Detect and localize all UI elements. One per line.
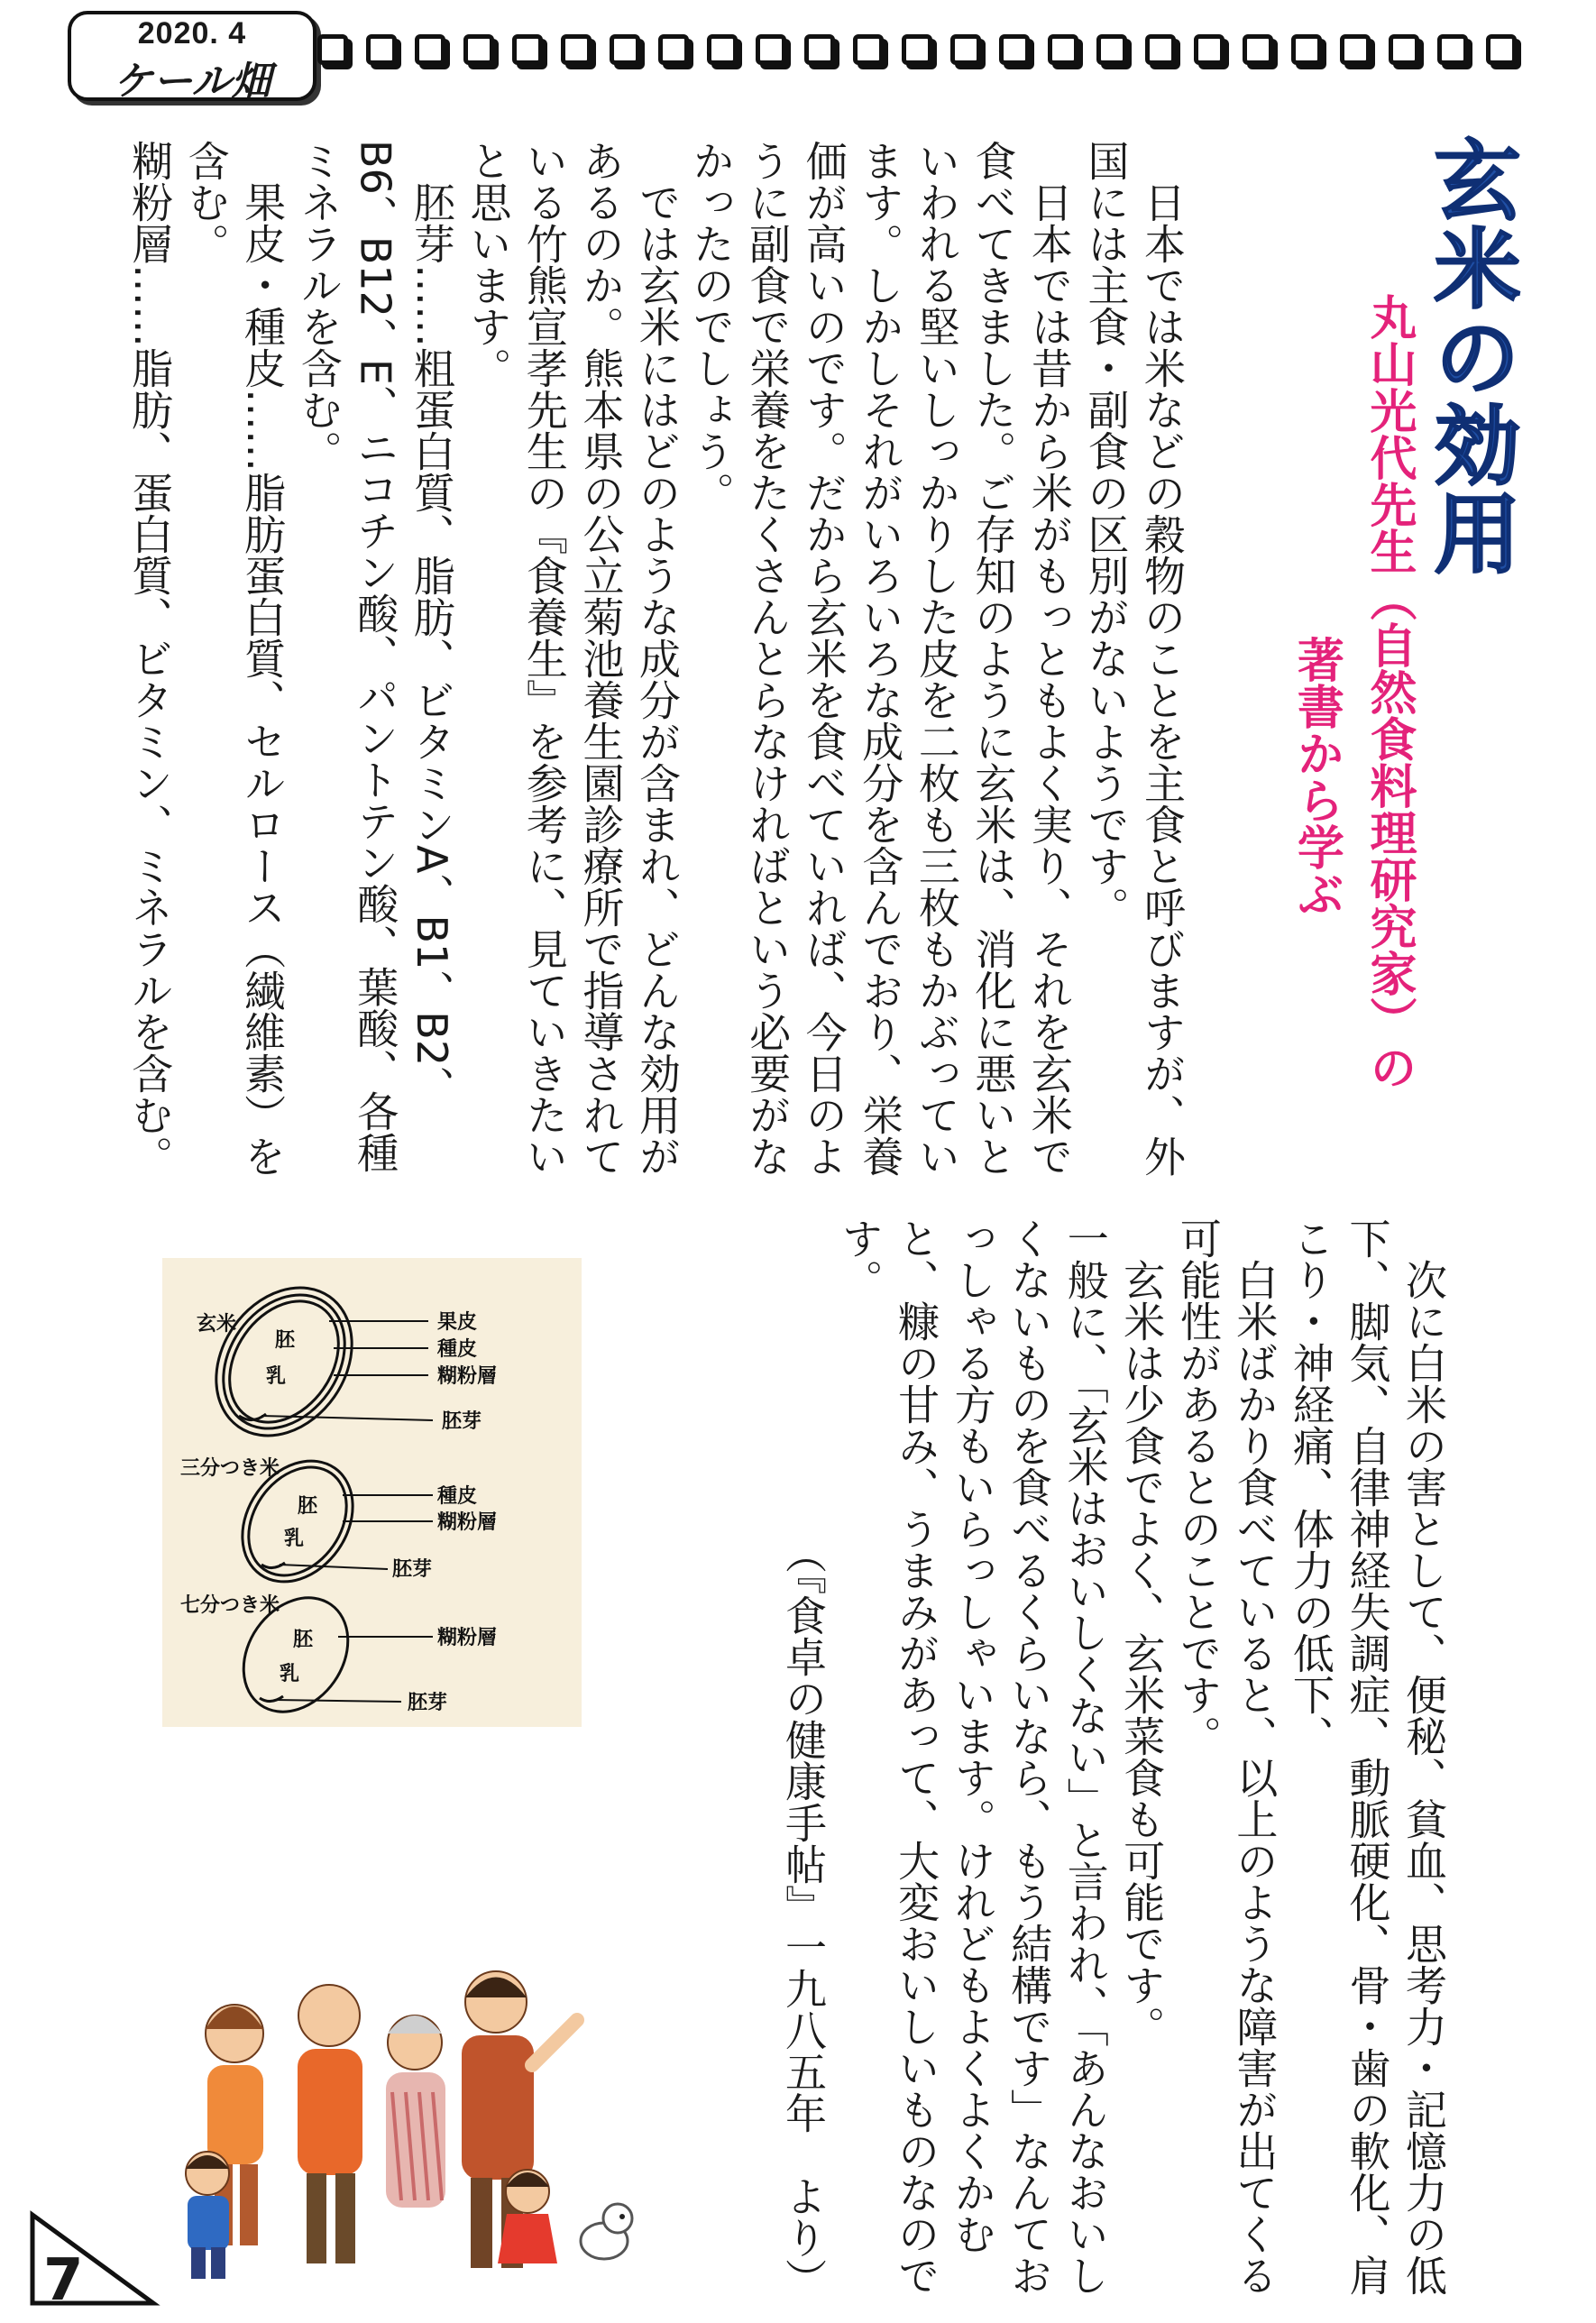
grain-inner-bottom: 乳 <box>284 1528 305 1550</box>
diagram-group-label: 七分つき米 <box>180 1594 280 1617</box>
grain-inner-top: 胚 <box>298 1495 318 1518</box>
component-germ: 胚芽……粗蛋白質、脂肪、ビタミンA、B1、B2、B6、B12、E、ニコチン酸、パントテン酸、葉酸、各種ミネラルを含む。 <box>294 140 456 1173</box>
paragraph-4: 次に白米の害として、便秘、貧血、思考力・記憶力の低下、脚気、自律神経失調症、動脈硬化、骨・歯の軟化、肩こり・神経痛、体力の低下、 <box>1286 1217 1448 2296</box>
body-block-top-right <box>686 140 1190 1177</box>
paragraph-7: 一般に、「玄米はおいしくない」と言われ、「あんなおいしくないものを食べるくらいなら、もう結構です」なんておっしゃる方もいらっしゃいます。けれどもよくよくかむと、糠の甘み、うまみがあって、大変おいしいものなのです。 <box>835 1217 1110 2296</box>
subtitle-line-2: 著書から学ぶ <box>1289 636 1344 917</box>
paragraph-3: では玄米にはどのような成分が含まれ、どんな効用があるのか。熊本県の公立菊池養生園診療所で指導されている竹熊宣孝先生の『食養生』を参考に、見ていきたいと思います。 <box>463 140 682 1177</box>
grain-inner-top: 胚 <box>275 1329 296 1352</box>
issue-badge <box>68 11 316 105</box>
article-subtitle <box>1262 293 1425 1195</box>
diagram-label: 果皮 <box>437 1311 478 1334</box>
body-block-bottom-right <box>703 1217 1452 2300</box>
newsletter-name: ケール畑 <box>113 59 271 105</box>
grain-brown <box>188 1262 380 1462</box>
family-illustration <box>171 1948 640 2291</box>
page-number-corner <box>27 2209 162 2314</box>
page-number: 7 <box>43 2247 84 2314</box>
diagram-label: 糊粉層 <box>437 1365 498 1388</box>
diagram-label: 糊粉層 <box>437 1511 498 1534</box>
grain-inner-top: 胚 <box>293 1629 314 1651</box>
article-title: 玄米の効用 <box>1420 135 1521 577</box>
diagram-label: 種皮 <box>437 1338 478 1361</box>
family-illustration-svg <box>171 1948 640 2291</box>
issue-date: 2020. 4 <box>137 16 247 50</box>
component-aleurone: 糊粉層……脂肪、蛋白質、ビタミン、ミネラルを含む。 <box>125 140 175 1177</box>
diagram-label: 糊粉層 <box>437 1627 498 1649</box>
paragraph-6: 玄米は少食でよく、玄米菜食も可能です。 <box>1117 1259 1167 2047</box>
grain-inner-bottom: 乳 <box>266 1365 287 1388</box>
rice-grain-diagram <box>162 1258 582 1727</box>
paragraph-2: 日本では昔から米がもっともよく実り、それを玄米で食べてきました。ご存知のように玄米は、消化に悪いといわれる堅いしっかりした皮を二枚も三枚もかぶっています。しかしそれがいろいろな成分を含んでおり、栄養価が高いのです。だから玄米を食べていれば、今日のように副食で栄養をたくさんとらなければという必要がなかったのでしょう。 <box>686 140 1074 1177</box>
rice-grain-diagram-svg <box>162 1258 582 1727</box>
paragraph-1: 日本では米などの穀物のことを主食と呼びますが、外国には主食・副食の区別がないようです。 <box>1081 140 1187 1177</box>
paragraph-5: 白米ばかり食べていると、以上のような障害が出てくる可能性があるとのことです。 <box>1173 1217 1280 2296</box>
component-pericarp: 果皮・種皮……脂肪蛋白質、セルロース（繊維素）を含む。 <box>181 140 288 1177</box>
body-block-top-left <box>125 140 685 1177</box>
diagram-label: 胚芽 <box>392 1558 433 1581</box>
subtitle-line-1: 丸山光代先生（自然食料理研究家）の <box>1362 293 1416 1090</box>
diagram-group-label: 玄米 <box>197 1313 237 1336</box>
diagram-label: 種皮 <box>437 1485 478 1508</box>
diagram-group-label: 三分つき米 <box>180 1457 280 1480</box>
grain-inner-bottom: 乳 <box>280 1663 300 1685</box>
diagram-label: 胚芽 <box>408 1692 448 1714</box>
diagram-label: 胚芽 <box>442 1410 482 1433</box>
citation: （『食卓の健康手帖』一九八五年 より） <box>778 1532 828 2300</box>
header-square-border <box>317 34 1580 79</box>
